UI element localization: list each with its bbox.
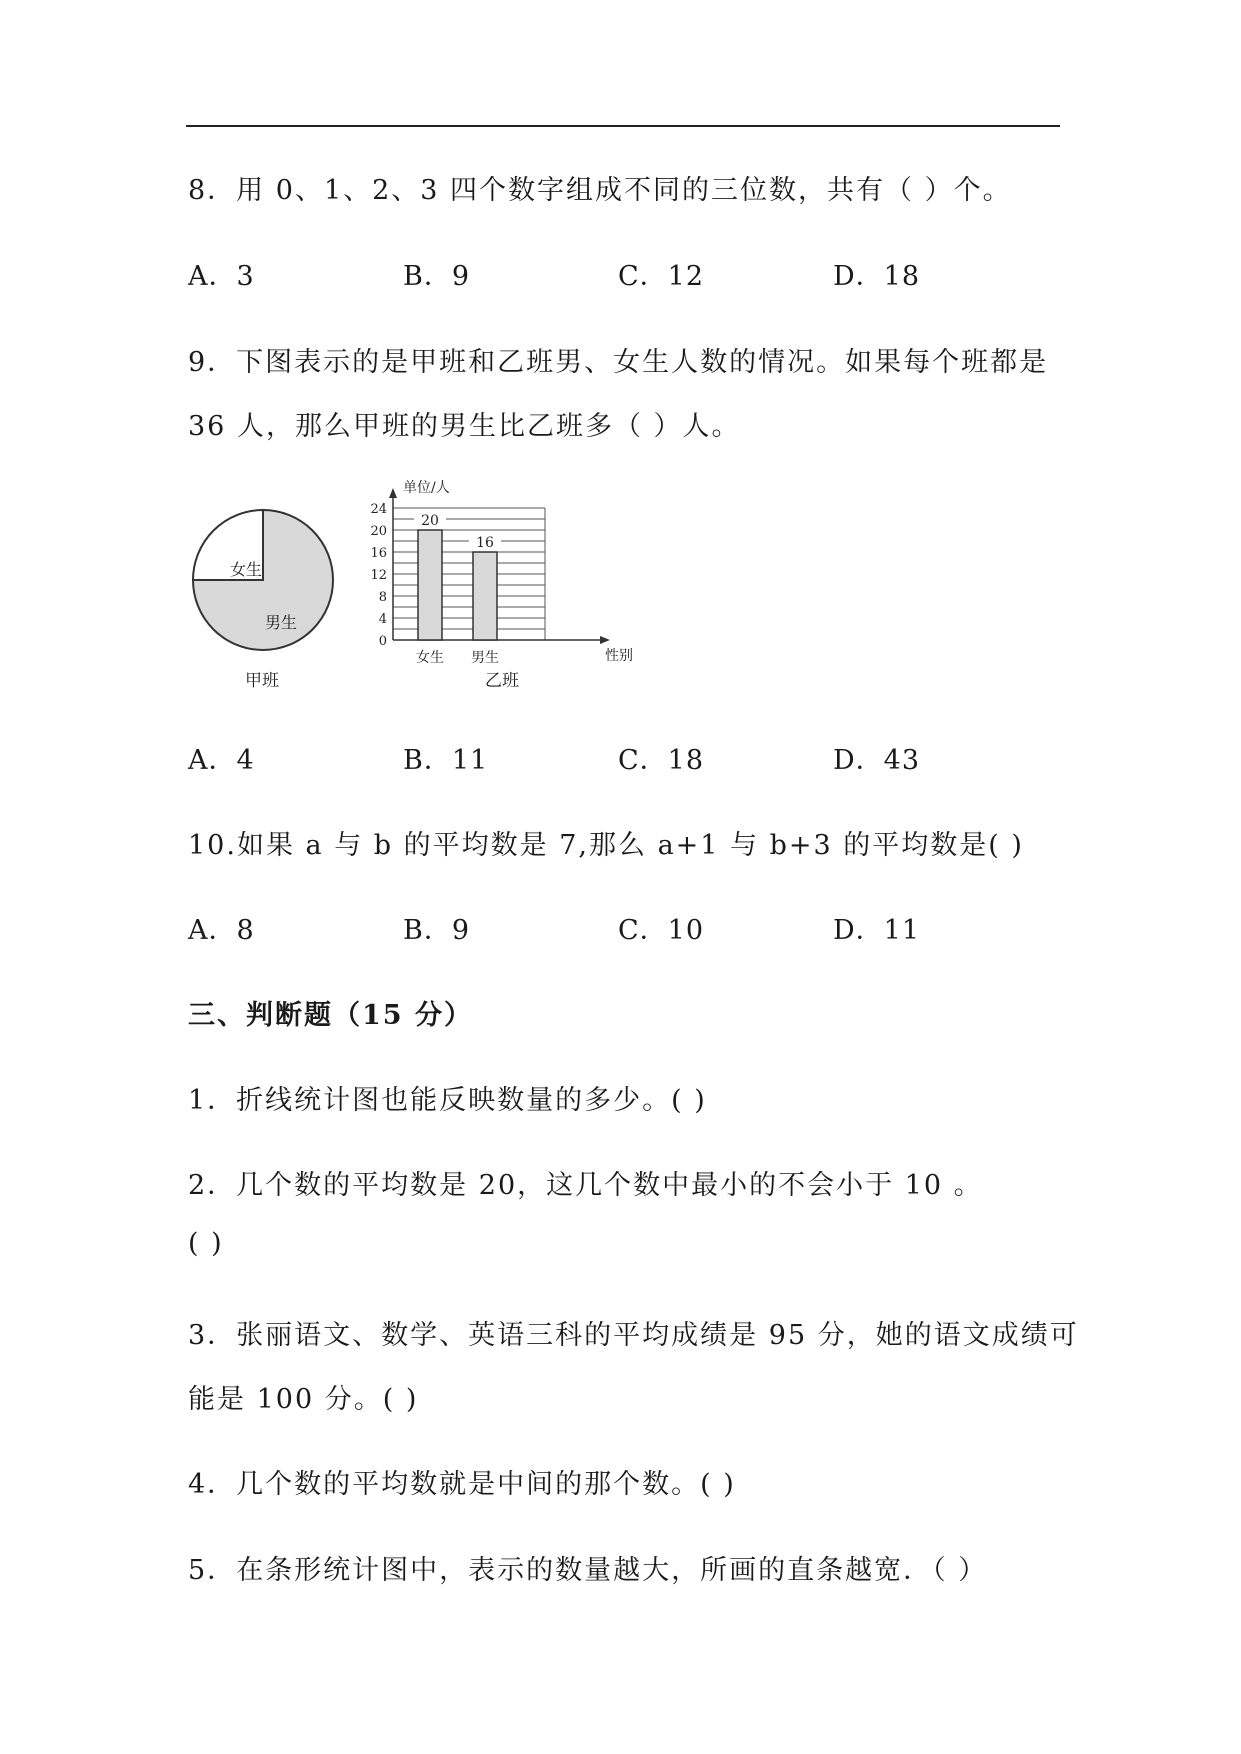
header-rule [186, 125, 1060, 127]
q9-option-a: A．4 [188, 745, 255, 776]
q8-option-b: B．9 [403, 261, 471, 292]
q8-option-a: A．3 [188, 261, 255, 292]
pie-label-girls: 女生 [230, 560, 263, 579]
question-9-stem-line1: 9．下图表示的是甲班和乙班男、女生人数的情况。如果每个班都是 [188, 347, 1049, 378]
x-category-label: 男生 [471, 650, 499, 666]
judge-item-1: 1．折线统计图也能反映数量的多少。( ) [188, 1085, 707, 1116]
y-axis-arrow [389, 488, 397, 498]
judge-item-2: 2．几个数的平均数是 20，这几个数中最小的不会小于 10 。 [188, 1170, 983, 1201]
q10-option-a: A．8 [188, 915, 255, 946]
y-tick-label: 0 [378, 634, 387, 649]
bar-girls [418, 530, 442, 640]
y-tick-label: 12 [370, 568, 387, 583]
q9-figure [185, 470, 665, 700]
bar-chart-yiban [370, 480, 633, 691]
y-tick-label: 24 [370, 502, 387, 517]
judge-item-3-line2: 能是 100 分。( ) [188, 1384, 419, 1415]
section-3-heading: 三、判断题（15 分） [188, 1000, 473, 1031]
q10-option-b: B．9 [403, 915, 471, 946]
question-10-stem: 10.如果 a 与 b 的平均数是 7,那么 a+1 与 b+3 的平均数是( ) [188, 830, 1024, 861]
pie-label-boys: 男生 [265, 613, 298, 632]
bar-data-label: 16 [476, 535, 494, 551]
q10-option-c: C．10 [618, 915, 705, 946]
q9-option-b: B．11 [403, 745, 489, 776]
q10-option-d: D．11 [833, 915, 921, 946]
judge-item-2-blank: ( ) [188, 1228, 224, 1259]
judge-item-3-line1: 3．张丽语文、数学、英语三科的平均成绩是 95 分，她的语文成绩可 [188, 1320, 1079, 1351]
q8-option-d: D．18 [833, 261, 921, 292]
q8-option-c: C．12 [618, 261, 705, 292]
bar-boys [473, 552, 497, 640]
y-tick-label: 20 [370, 524, 387, 539]
question-9-stem-line2: 36 人，那么甲班的男生比乙班多（ ）人。 [188, 411, 741, 442]
x-axis-label: 性别 [605, 648, 633, 664]
x-axis-arrow [600, 636, 610, 644]
question-8-stem: 8．用 0、1、2、3 四个数字组成不同的三位数，共有（ ）个。 [188, 175, 1012, 206]
pie-caption: 甲班 [245, 671, 279, 691]
q9-option-c: C．18 [618, 745, 705, 776]
x-category-label: 女生 [416, 650, 444, 666]
y-tick-label: 16 [370, 546, 387, 561]
y-axis-label: 单位/人 [403, 480, 450, 496]
judge-item-5: 5．在条形统计图中，表示的数量越大，所画的直条越宽．（ ） [188, 1555, 988, 1586]
bar-data-label: 20 [421, 513, 439, 529]
y-tick-label: 4 [378, 612, 387, 627]
q9-option-d: D．43 [833, 745, 921, 776]
y-tick-label: 8 [378, 590, 387, 605]
pie-chart-jiaban [193, 510, 333, 691]
judge-item-4: 4．几个数的平均数就是中间的那个数。( ) [188, 1469, 736, 1500]
bar-chart-title: 乙班 [485, 671, 519, 691]
